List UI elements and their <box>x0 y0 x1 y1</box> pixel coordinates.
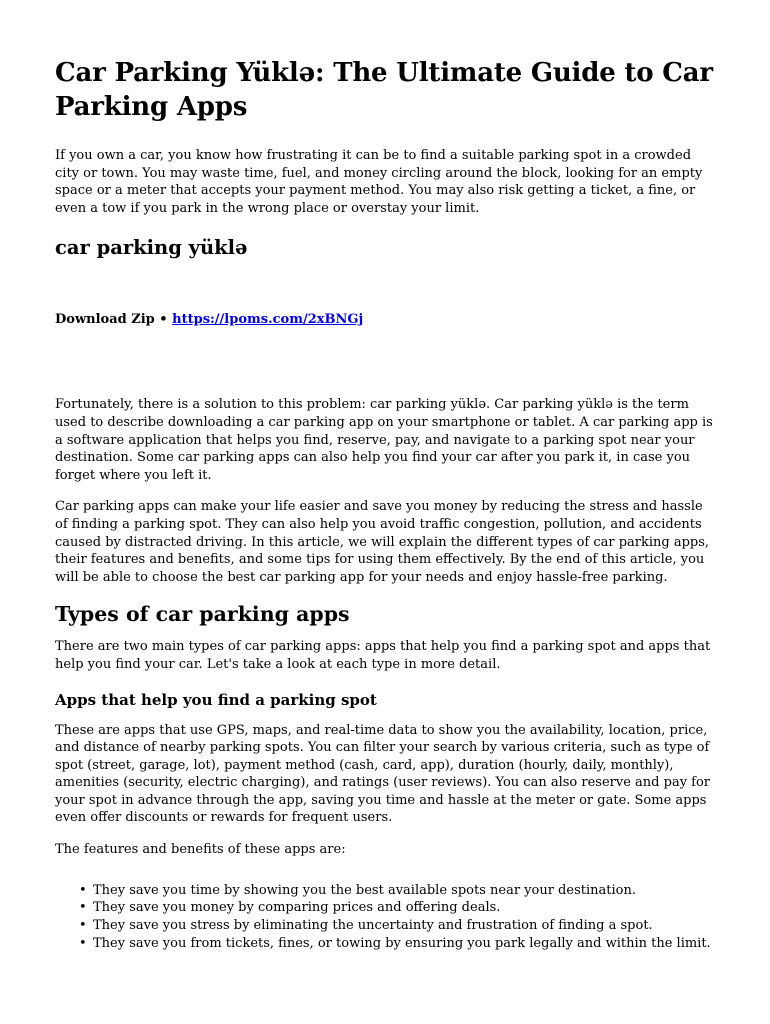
spot-apps-paragraph: These are apps that use GPS, maps, and real-time data to show you the availability, location, price, and distance of nearby parking spots. You can filter your search by various criteria, such as type of spot (street, garage, lot), payment method (cash, card, app), duration (hourly, daily, monthly), amenities (security, electric charging), and ratings (user reviews). You can also reserve and pay for your spot in advance through the app, saving you time and hassle at the meter or gate. Some apps even offer discounts or rewards for frequent users. <box>55 722 711 826</box>
blank-space <box>55 329 715 396</box>
download-link[interactable]: https://lpoms.com/2xBNGj <box>172 312 364 328</box>
list-item <box>79 882 715 900</box>
list-item <box>79 935 715 953</box>
types-intro-paragraph: There are two main types of car parking apps: apps that help you find a parking spot and apps that help you find your car. Let's take a look at each type in more detail. <box>55 639 711 672</box>
easier-paragraph: Car parking apps can make your life easier and save you money by reducing the stress and hassle of finding a parking spot. They can also help you avoid traffic congestion, pollution, and accidents caused by distracted driving. In this article, we will explain the different types of car parking apps, their features and benefits, and some tips for using them effectively. By the end of this article, you will be able to choose the best car parking app for your needs and enjoy hassle-free parking. <box>55 499 710 585</box>
article-title: Car Parking Yüklə: The Ultimate Guide to Car Parking Apps <box>55 58 713 122</box>
bullet-icon: • <box>79 900 87 916</box>
list-item-text: They save you from tickets, fines, or towing by ensuring you park legally and within the limit. <box>93 936 711 952</box>
intro-paragraph: If you own a car, you know how frustrating it can be to find a suitable parking spot in a crowded city or town. You may waste time, fuel, and money circling around the block, looking for an empty space or a meter that accepts your payment method. You may also risk getting a ticket, a fine, or even a tow if you park in the wrong place or overstay your limit. <box>55 148 703 216</box>
download-label: Download Zip <box>55 312 155 328</box>
spot-apps-heading: Apps that help you find a parking spot <box>55 690 377 709</box>
keyword-heading: car parking yüklə <box>55 236 248 260</box>
list-item <box>79 899 715 917</box>
download-separator: • <box>159 312 168 328</box>
bullet-icon: • <box>79 882 87 898</box>
features-list <box>55 882 715 953</box>
list-item <box>79 917 715 935</box>
list-item-text: They save you stress by eliminating the uncertainty and frustration of finding a spot. <box>93 918 653 934</box>
features-intro-paragraph: The features and benefits of these apps are: <box>55 842 346 858</box>
bullet-icon: • <box>79 936 87 952</box>
types-heading: Types of car parking apps <box>55 602 350 627</box>
bullet-icon: • <box>79 918 87 934</box>
list-item-text: They save you money by comparing prices and offering deals. <box>93 900 501 916</box>
list-item-text: They save you time by showing you the best available spots near your destination. <box>93 882 636 898</box>
fortunately-paragraph: Fortunately, there is a solution to this problem: car parking yüklə. Car parking yüklə is the term used to describe downloading a car parking app on your smartphone or tablet. A car parking app is a software application that helps you find, reserve, pay, and navigate to a parking spot near your destination. Some car parking apps can also help you find your car after you park it, in case you forget where you left it. <box>55 397 713 483</box>
download-line <box>55 311 715 329</box>
